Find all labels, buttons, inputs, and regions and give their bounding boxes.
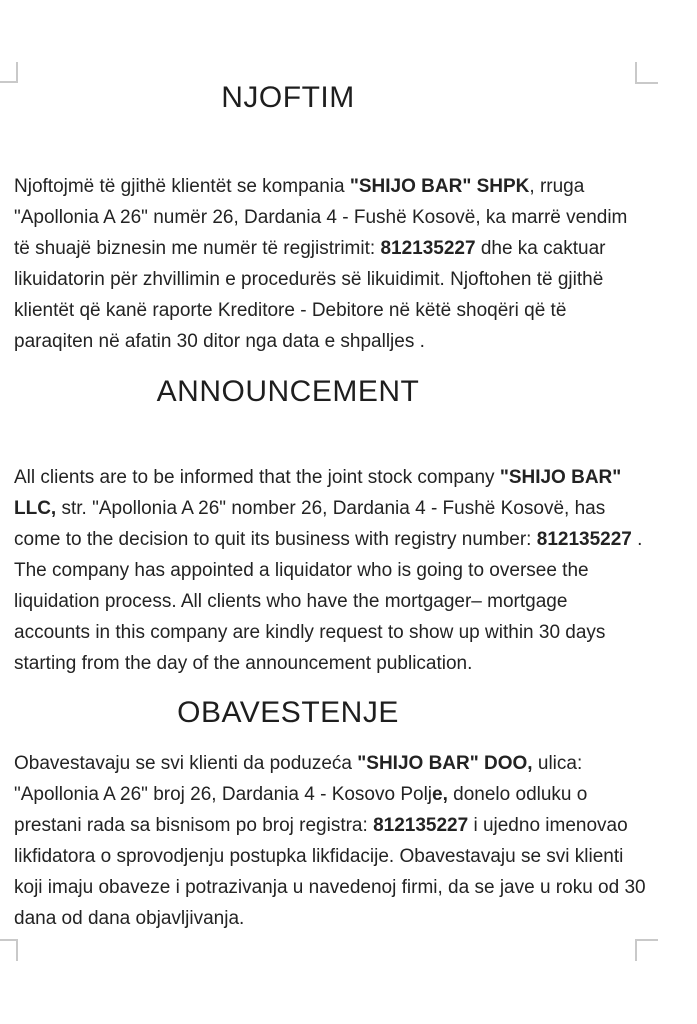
text-run: Njoftojmë të gjithë klientët se kompania	[14, 176, 350, 197]
bold-run-registry-number: 812135227	[380, 238, 476, 259]
text-run: donelo odluku o prestani rada sa bisnisom po broj registra:	[14, 784, 588, 836]
paragraph-english	[14, 462, 646, 679]
bold-run-company-name: "SHIJO BAR" SHPK	[349, 176, 530, 197]
heading-njoftim: NJOFTIM	[221, 81, 355, 114]
bold-run-company-name: "SHIJO BAR" DOO,	[357, 753, 533, 774]
bold-run-registry-number: 812135227	[373, 815, 469, 836]
text-run: , rruga "Apollonia A 26" numër 26, Dardania 4 - Fushë Kosovë, ka marrë vendim të shuajë biznesin me numër të regjistrimit:	[14, 176, 628, 259]
text-run: ulica: "Apollonia A 26" broj 26, Dardania 4 - Kosovo Polj	[14, 753, 583, 805]
bold-run-company-name: "SHIJO BAR" LLC,	[14, 467, 622, 519]
document-content	[14, 80, 646, 934]
text-run: dhe ka caktuar likuidatorin për zhvillimin e procedurës së likuidimit. Njoftohen të gjithë klientët që kanë raporte Kreditore - Debitore në këtë shoqëri që të paraqiten në afatin 30 ditor nga data e shpalljes .	[14, 238, 606, 352]
paragraph-albanian	[14, 171, 646, 357]
section-obavestenje	[14, 695, 646, 934]
text-run: Obavestavaju se svi klienti da poduzeća	[14, 753, 358, 774]
section-announcement	[14, 374, 646, 679]
bold-run: e,	[432, 784, 448, 805]
crop-mark-bottom-right	[635, 939, 658, 961]
crop-mark-bottom-left	[0, 939, 18, 961]
text-run: . The company has appointed a liquidator who is going to oversee the liquidation process. All clients who have the mortgager– mortgage accounts in this company are kindly request to show up within 30 days starting from the day of the announcement publication.	[14, 529, 643, 674]
heading-announcement: ANNOUNCEMENT	[156, 375, 420, 408]
text-run: All clients are to be informed that the joint stock company	[14, 467, 500, 488]
bold-run-registry-number: 812135227	[536, 529, 632, 550]
text-run: str. "Apollonia A 26" nomber 26, Dardania 4 - Fushë Kosovë, has come to the decision to quit its business with registry number:	[14, 498, 606, 550]
section-njoftim	[14, 80, 646, 357]
paragraph-serbian	[14, 748, 646, 934]
heading-obavestenje: OBAVESTENJE	[177, 696, 399, 729]
text-run: i ujedno imenovao likfidatora o sprovodjenju postupka likfidacije. Obavestavaju se svi klienti koji imaju obaveze i potrazivanja u navedenoj firmi, da se jave u roku od 30 dana od dana objavljivanja.	[14, 815, 646, 929]
